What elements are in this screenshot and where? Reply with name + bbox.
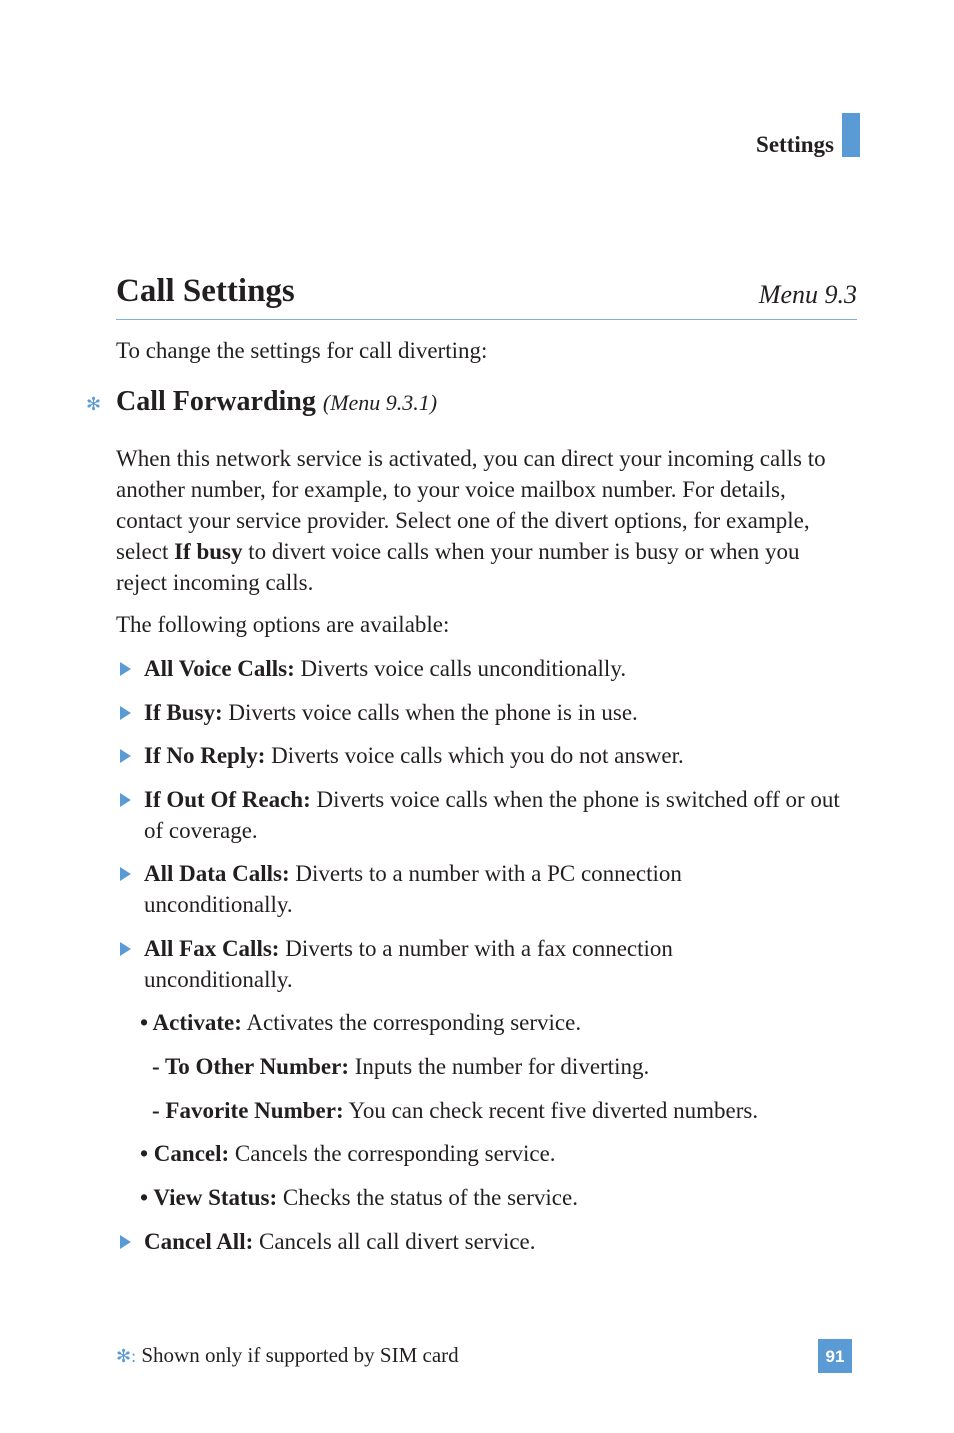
option-label: If Out Of Reach:	[144, 787, 311, 812]
call-forwarding-description	[116, 443, 856, 598]
option-cancel-all	[116, 1226, 856, 1257]
bullet-triangle-icon	[120, 662, 131, 676]
bullet-triangle-icon	[120, 1235, 131, 1249]
option-label: All Data Calls:	[144, 861, 290, 886]
option-label: All Voice Calls:	[144, 656, 295, 681]
footnote-star-icon: ✻:	[116, 1346, 137, 1366]
sub-option-favorite-number	[152, 1095, 758, 1126]
sub-option-label: • View Status:	[140, 1185, 278, 1210]
footnote-text: Shown only if supported by SIM card	[136, 1343, 459, 1367]
option-description: Cancels all call divert service.	[253, 1229, 536, 1254]
sub-option-description: Cancels the corresponding service.	[229, 1141, 556, 1166]
option-if-out-of-reach	[116, 784, 856, 846]
sub-option-label: - Favorite Number:	[152, 1098, 344, 1123]
sim-dependent-star-icon: ✻	[86, 394, 102, 414]
sub-option-label: • Activate:	[140, 1010, 242, 1035]
intro-text: To change the settings for call diverting:	[116, 338, 488, 363]
option-label: Cancel All:	[144, 1229, 254, 1254]
footnote	[116, 1343, 459, 1368]
option-description: Diverts to a number with a PC connection unconditionally.	[144, 861, 682, 917]
option-label: All Fax Calls:	[144, 936, 280, 961]
sub-option-label: • Cancel:	[140, 1141, 230, 1166]
page-title: Call Settings	[116, 273, 295, 309]
option-description: Diverts to a number with a fax connection unconditionally.	[144, 936, 673, 992]
bullet-triangle-icon	[120, 706, 131, 720]
sub-option-activate	[140, 1007, 581, 1038]
description-part: When this network service is activated, you can direct your incoming calls to another number, for example, to your voice mailbox number. For details, contact your service provider. Select one of the divert options, for example, select	[116, 446, 826, 564]
subsection-menu-reference: (Menu 9.3.1)	[322, 390, 438, 415]
option-label: If Busy:	[144, 700, 223, 725]
option-description: Diverts voice calls when the phone is in use.	[222, 700, 638, 725]
option-description: Diverts voice calls unconditionally.	[294, 656, 627, 681]
bullet-triangle-icon	[120, 867, 131, 881]
sub-option-description: Inputs the number for diverting.	[349, 1054, 650, 1079]
description-part: to divert voice calls when your number is busy or when you reject incoming calls.	[116, 539, 800, 595]
section-tab	[842, 113, 860, 157]
sub-option-description: Activates the corresponding service.	[241, 1010, 582, 1035]
option-description: Diverts voice calls which you do not answer.	[265, 743, 684, 768]
sub-option-description: You can check recent five diverted numbers.	[343, 1098, 759, 1123]
option-if-no-reply	[116, 740, 856, 771]
bullet-triangle-icon	[120, 942, 131, 956]
title-divider	[116, 319, 857, 320]
description-bold-term: If busy	[174, 539, 243, 564]
option-if-busy	[116, 697, 856, 728]
page-number: 91	[818, 1339, 852, 1373]
subsection-title-text: Call Forwarding	[116, 386, 316, 417]
sub-option-label: - To Other Number:	[152, 1054, 349, 1079]
sub-option-description: Checks the status of the service.	[277, 1185, 578, 1210]
bullet-triangle-icon	[120, 793, 131, 807]
option-all-voice-calls	[116, 653, 856, 684]
bullet-triangle-icon	[120, 749, 131, 763]
sub-option-cancel	[140, 1138, 556, 1169]
menu-reference: Menu 9.3	[758, 280, 857, 309]
sub-option-to-other-number	[152, 1051, 649, 1082]
option-all-data-calls	[116, 858, 856, 920]
option-label: If No Reply:	[144, 743, 266, 768]
option-description: Diverts voice calls when the phone is switched off or out of coverage.	[144, 787, 840, 843]
option-all-fax-calls	[116, 933, 856, 995]
subsection-title	[116, 386, 437, 418]
sub-option-view-status	[140, 1182, 578, 1213]
options-lead-text: The following options are available:	[116, 612, 450, 637]
section-label: Settings	[756, 132, 834, 157]
